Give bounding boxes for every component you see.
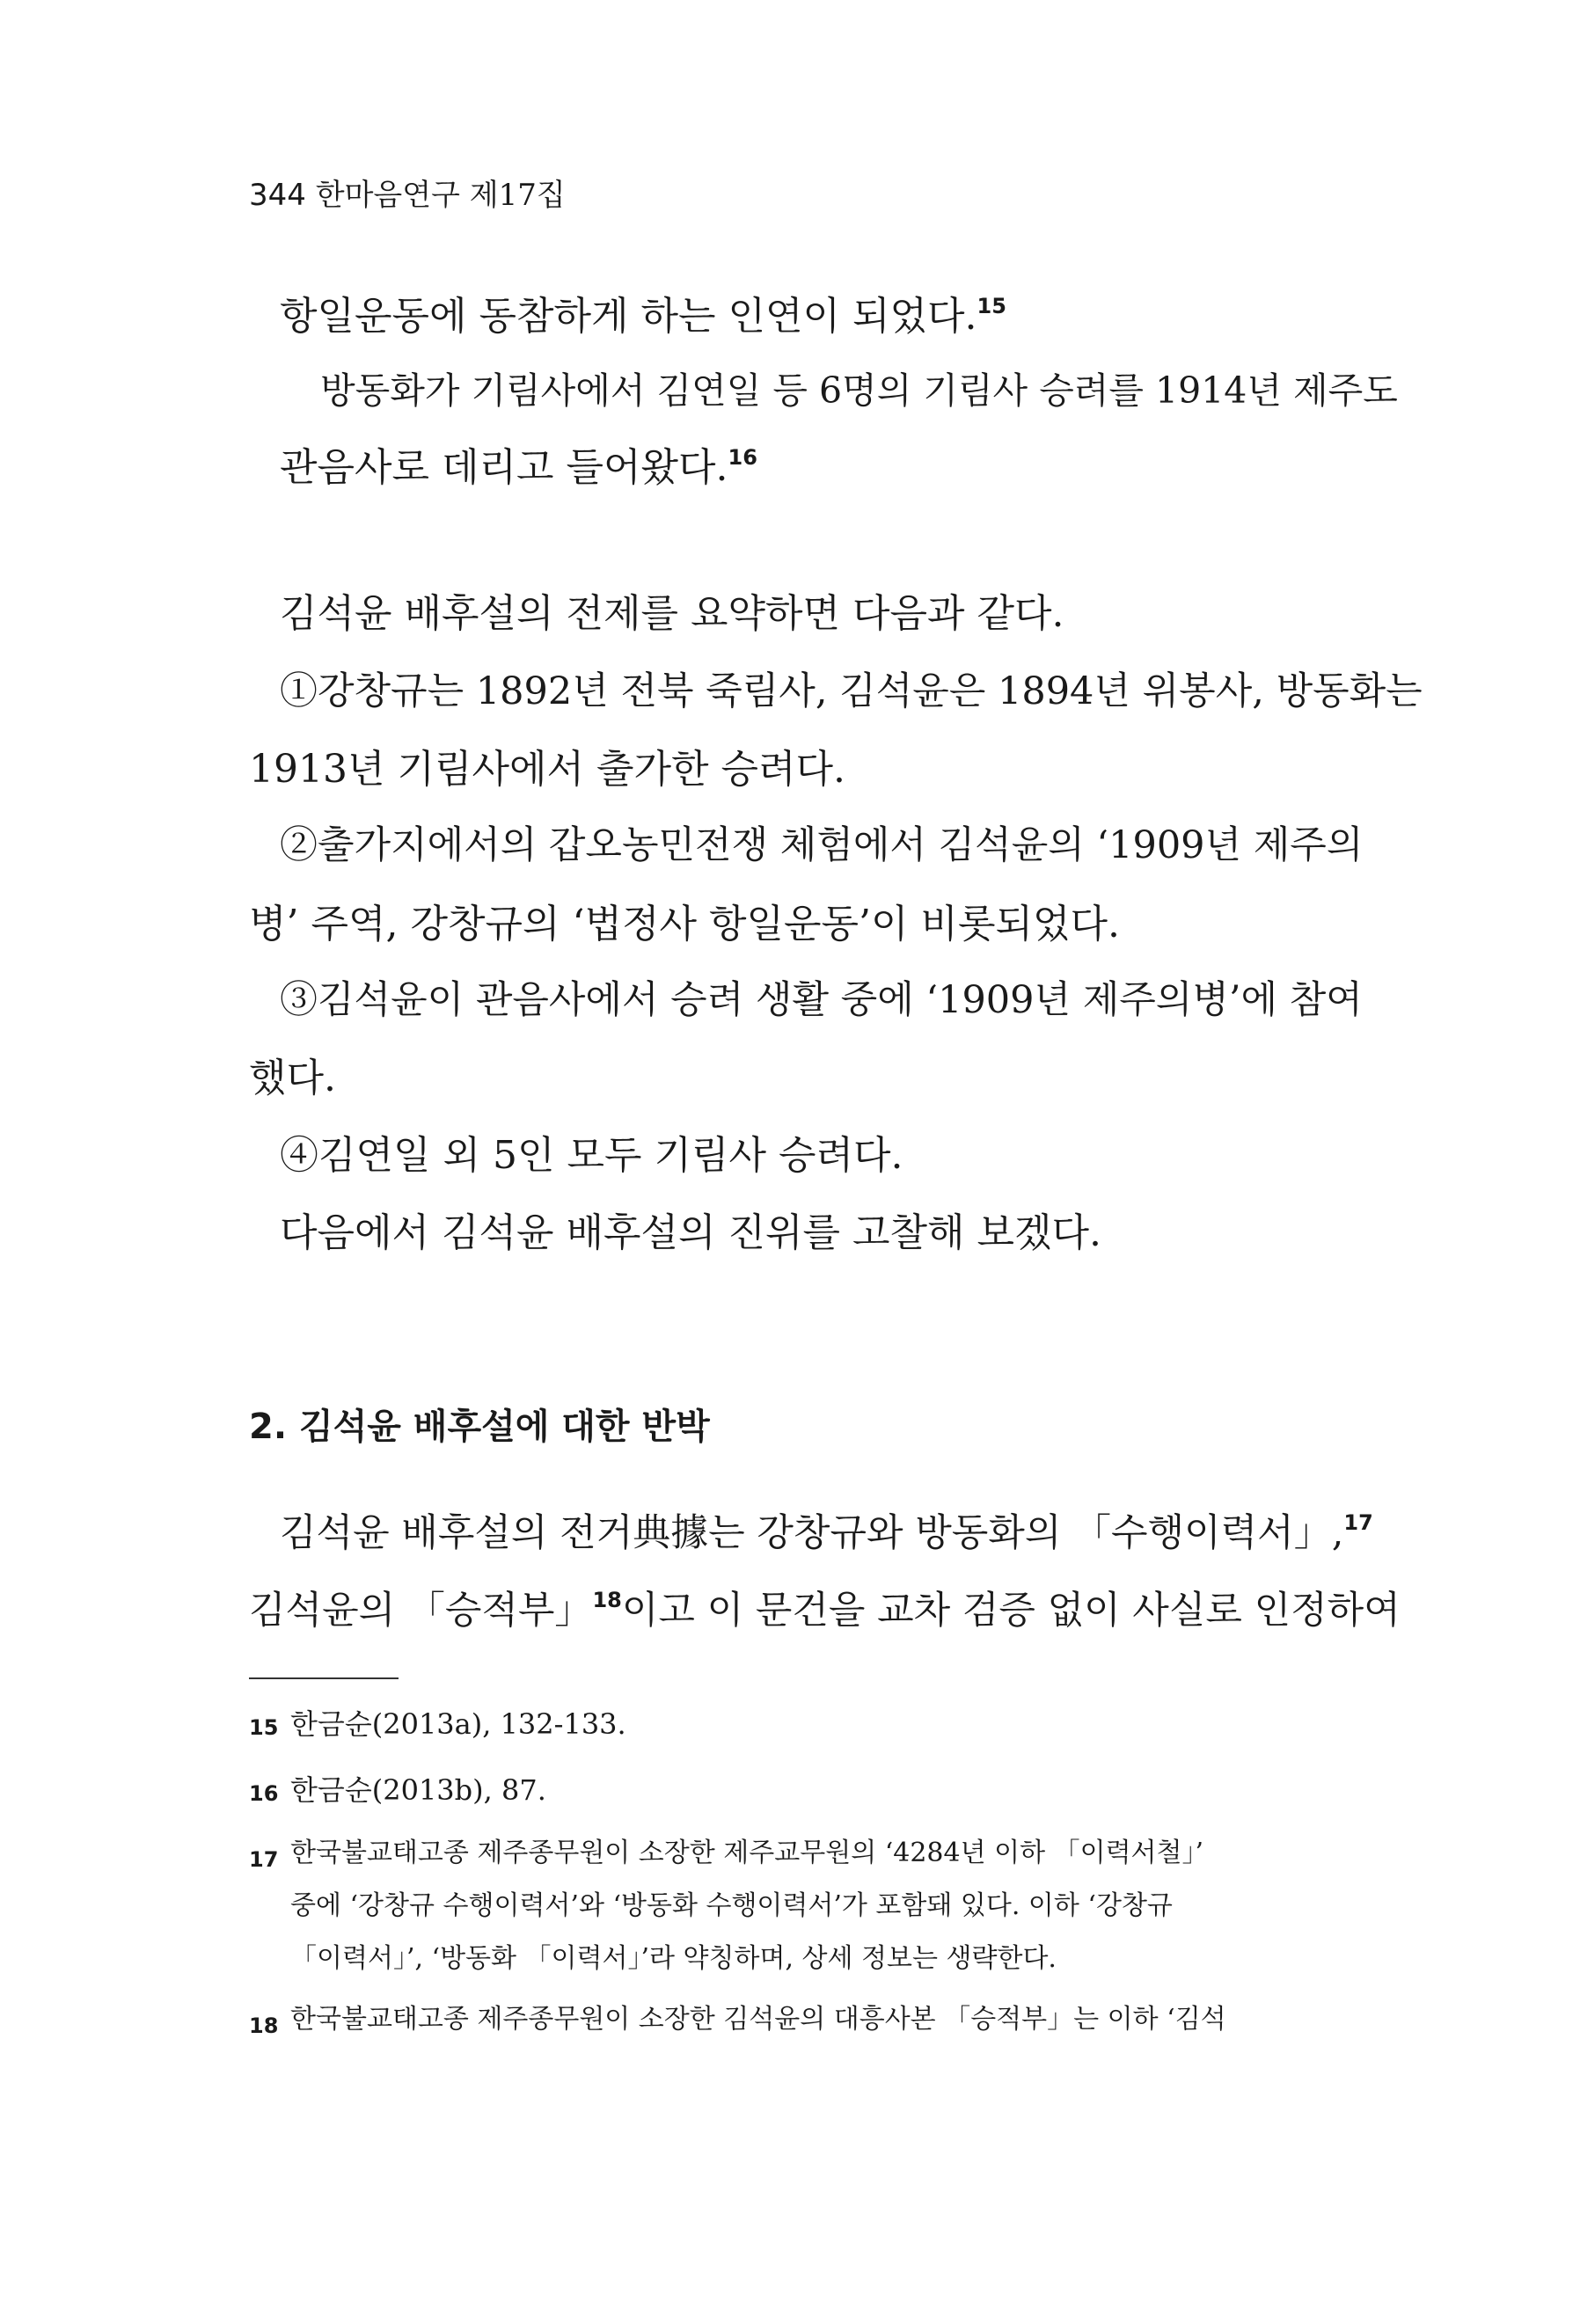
body-text: 김석윤 배후설의 전거典據는 강창규와 방동화의 「수행이력서」, [280, 1511, 1344, 1555]
quote-line-1 [280, 294, 1006, 339]
footnote-separator [249, 1677, 399, 1679]
item-1-line-a: ①강창규는 1892년 전북 죽림사, 김석윤은 1894년 위봉사, 방동화는 [280, 669, 1423, 713]
body-text: 이고 이 문건을 교차 검증 없이 사실로 인정하여 [621, 1589, 1401, 1633]
footnote-number: 16 [249, 1781, 279, 1806]
footnote-16-text: 한금순(2013b), 87. [290, 1773, 546, 1807]
item-4: ④김연일 외 5인 모두 기림사 승려다. [280, 1133, 903, 1178]
item-2-line-a: ②출가지에서의 갑오농민전쟁 체험에서 김석윤의 ‘1909년 제주의 [280, 823, 1364, 867]
footnote-number: 18 [249, 2013, 279, 2038]
footnote-ref-17: 17 [1343, 1510, 1373, 1535]
item-1-line-b: 1913년 기림사에서 출가한 승려다. [249, 747, 845, 792]
section-heading: 2. 김석윤 배후설에 대한 반박 [249, 1407, 710, 1447]
footnote-ref-16: 16 [728, 445, 757, 470]
footnote-17-line-2: 중에 ‘강창규 수행이력서’와 ‘방동화 수행이력서’가 포함돼 있다. 이하 ‘강창규 [290, 1890, 1173, 1921]
quote-text: 관음사로 데리고 들어왔다. [280, 445, 728, 490]
footnote-17-line-1: 한국불교태고종 제주종무원이 소장한 제주교무원의 ‘4284년 이하 「이력서철」’ [290, 1838, 1204, 1868]
summary-intro: 김석윤 배후설의 전제를 요약하면 다음과 같다. [280, 591, 1064, 636]
closing-sentence: 다음에서 김석윤 배후설의 진위를 고찰해 보겠다. [280, 1210, 1101, 1255]
body-text: 김석윤의 「승적부」 [249, 1589, 593, 1633]
footnote-ref-15: 15 [977, 294, 1006, 318]
footnote-number: 15 [249, 1715, 279, 1740]
section-body-line-2 [249, 1588, 1401, 1633]
item-2-line-b: 병’ 주역, 강창규의 ‘법정사 항일운동’이 비롯되었다. [249, 902, 1120, 946]
item-3-line-b: 했다. [249, 1056, 336, 1100]
running-header [249, 171, 566, 214]
item-3-line-a: ③김석윤이 관음사에서 승려 생활 중에 ‘1909년 제주의병’에 참여 [280, 978, 1363, 1022]
quote-line-2 [320, 369, 1398, 412]
section-body-line-1 [280, 1510, 1373, 1555]
footnote-ref-18: 18 [592, 1588, 622, 1612]
quote-text: 방동화가 기림사에서 김연일 등 6명의 기림사 승려를 1914년 제주도 [320, 369, 1398, 412]
quote-line-3 [280, 445, 757, 490]
quote-text: 항일운동에 동참하게 하는 인연이 되었다. [280, 294, 977, 339]
footnote-18-line-1: 한국불교태고종 제주종무원이 소장한 김석윤의 대흥사본 「승적부」는 이하 ‘김석 [290, 2004, 1226, 2035]
footnote-number: 17 [249, 1847, 279, 1872]
footnote-17-line-3: 「이력서」’, ‘방동화 「이력서」’라 약칭하며, 상세 정보는 생략한다. [290, 1943, 1057, 1974]
journal-title: 한마음연구 제17집 [315, 178, 566, 213]
footnote-15-text: 한금순(2013a), 132-133. [290, 1707, 626, 1741]
page-number: 344 [249, 178, 306, 213]
